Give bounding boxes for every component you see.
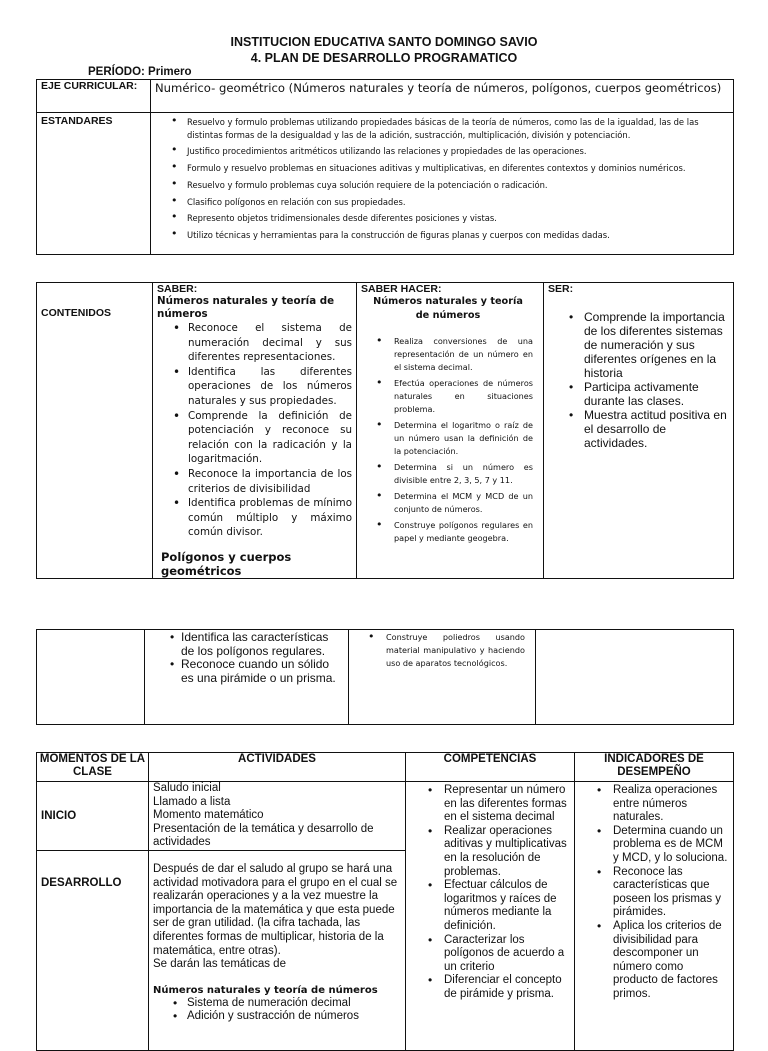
list-item: • Aplica los criterios de divisibilidad para descomponer un número como producto de factores primos. — [575, 920, 733, 1002]
activity-line: Saludo inicial — [153, 782, 221, 794]
list-item: • Adición y sustracción de números — [153, 1010, 401, 1024]
header-competencias: COMPETENCIAS — [406, 753, 575, 782]
list-item: • Comprende la importancia de los diferentes sistemas de numeración y sus diferentes orígenes en la historia — [544, 310, 733, 380]
saber-list-2 — [145, 631, 348, 685]
desarrollo-label: DESARROLLO — [37, 850, 149, 1050]
list-item: • Resuelvo y formulo problemas utilizando propiedades básicas de la teoría de números, como las de la igualdad, las de las distintas formas de la desigualdad y las de la adición, sustracción, multiplicación, división y potenciación. — [151, 116, 733, 141]
list-item: • Sistema de numeración decimal — [153, 997, 401, 1011]
eje-value: Numérico- geométrico (Números naturales y teoría de números, polígonos, cuerpos geométricos) — [151, 80, 734, 113]
ser-title: SER: — [548, 283, 574, 295]
indicadores-list — [575, 784, 733, 1002]
list-item: • Determina si un número es divisible entre 2, 3, 5, 7 y 11. — [357, 461, 543, 487]
plan-title: 4. PLAN DE DESARROLLO PROGRAMATICO — [250, 51, 518, 65]
list-item: • Determina el logaritmo o raíz de un número usan la definición de la potenciación. — [357, 419, 543, 459]
header-indicadores: INDICADORES DE DESEMPEÑO — [575, 753, 734, 782]
saber-subtitle: Números naturales y teoría de números — [157, 295, 335, 320]
list-item: • Identifica problemas de mínimo común múltiplo y máximo común divisor. — [153, 496, 356, 540]
list-item: • Identifica las características de los polígonos regulares. — [145, 631, 348, 658]
header-momentos: MOMENTOS DE LA CLASE — [37, 753, 149, 782]
list-item: • Utilizo técnicas y herramientas para la construcción de figuras planas y cuerpos con medidas dadas. — [151, 229, 733, 242]
saber-hacer-title: SABER HACER: — [361, 283, 442, 295]
list-item: • Realiza conversiones de una representación de un número en el sistema decimal. — [357, 335, 543, 375]
list-item: • Diferenciar el concepto de pirámide y prisma. — [406, 974, 574, 1001]
list-item: • Reconoce la importancia de los criterios de divisibilidad — [153, 467, 356, 496]
list-item: • Resuelvo y formulo problemas cuya solución requiere de la potenciación o radicación. — [151, 179, 733, 192]
desarrollo-text: Después de dar el saludo al grupo se hará una actividad motivadora para el grupo en el cual se realizarán operaciones y a la vez muestre la importancia de la matemática y que esta puede ser de gran utilidad. (la cifra tachada, las diferentes formas de multiplicar, historia de la matemática, entre otras). — [153, 862, 398, 957]
list-item: • Construye poliedros usando material manipulativo y haciendo uso de aparatos tecnológicos. — [349, 631, 535, 671]
contenidos-table — [36, 282, 734, 579]
activity-line: Presentación de la temática y desarrollo de actividades — [153, 822, 374, 849]
saber-title: SABER: — [157, 283, 198, 295]
list-item: • Formulo y resuelvo problemas en situaciones aditivas y multiplicativas, en diferentes contextos y dominios numéricos. — [151, 162, 733, 175]
estandares-list — [151, 116, 733, 242]
list-item: • Determina el MCM y MCD de un conjunto de números. — [357, 490, 543, 516]
list-item: • Reconoce las características que poseen los prismas y pirámides. — [575, 866, 733, 920]
list-item: • Realizar operaciones aditivas y multiplicativas en la resolución de problemas. — [406, 825, 574, 879]
list-item: • Participa activamente durante las clases. — [544, 380, 733, 408]
eje-estandares-table — [36, 79, 734, 255]
saber-hacer-list — [357, 335, 543, 545]
list-item: • Clasifico polígonos en relación con sus propiedades. — [151, 196, 733, 209]
saber-hacer-list-2 — [349, 631, 535, 671]
list-item: • Muestra actitud positiva en el desarrollo de actividades. — [544, 408, 733, 450]
list-item: • Comprende la definición de potenciación y reconoce su relación con la radicación y la logaritmación. — [153, 409, 356, 467]
momentos-table — [36, 752, 734, 1051]
list-item: • Reconoce el sistema de numeración decimal y sus diferentes representaciones. — [153, 321, 356, 365]
list-item: • Representar un número en las diferentes formas en el sistema decimal — [406, 784, 574, 825]
list-item: • Determina cuando un problema es de MCM y MCD, y lo soluciona. — [575, 825, 733, 866]
list-item: • Realiza operaciones entre números naturales. — [575, 784, 733, 825]
saber-footer: Polígonos y cuerpos geométricos — [161, 549, 292, 578]
inicio-label: INICIO — [37, 782, 149, 851]
list-item: • Identifica las diferentes operaciones de los números naturales y sus propiedades. — [153, 365, 356, 409]
competencias-list — [406, 784, 574, 1002]
estandares-label: ESTANDARES — [37, 113, 151, 255]
activity-line: Llamado a lista — [153, 795, 231, 808]
list-item: • Represento objetos tridimensionales desde diferentes posiciones y vistas. — [151, 212, 733, 225]
desarrollo-text-2: Se darán las temáticas de — [153, 958, 286, 971]
list-item: • Efectuar cálculos de logaritmos y raíces de números mediante la definición. — [406, 879, 574, 933]
activity-line: Momento matemático — [153, 809, 264, 822]
list-item: • Efectúa operaciones de números naturales en situaciones problema. — [357, 377, 543, 417]
saber-hacer-subtitle: Números naturales y teoría de números — [373, 296, 523, 321]
eje-label: EJE CURRICULAR: — [37, 80, 151, 113]
list-item: • Caracterizar los polígonos de acuerdo a un criterio — [406, 934, 574, 975]
list-item: • Justifico procedimientos aritméticos utilizando las relaciones y propiedades de las operaciones. — [151, 145, 733, 158]
saber-list — [153, 321, 356, 540]
ser-list — [544, 310, 733, 450]
header-actividades: ACTIVIDADES — [149, 753, 406, 782]
desarrollo-subtitle: Números naturales y teoría de números — [153, 984, 378, 996]
contenidos-continuation-table — [36, 629, 734, 725]
list-item: • Reconoce cuando un sólido es una pirámide o un prisma. — [145, 658, 348, 685]
list-item: • Construye polígonos regulares en papel y mediante geogebra. — [357, 519, 543, 545]
contenidos-label: CONTENIDOS — [37, 283, 153, 579]
institution-title: INSTITUCION EDUCATIVA SANTO DOMINGO SAVIO — [230, 35, 538, 49]
desarrollo-list — [153, 997, 401, 1024]
periodo-label: PERÍODO: Primero — [88, 66, 192, 78]
